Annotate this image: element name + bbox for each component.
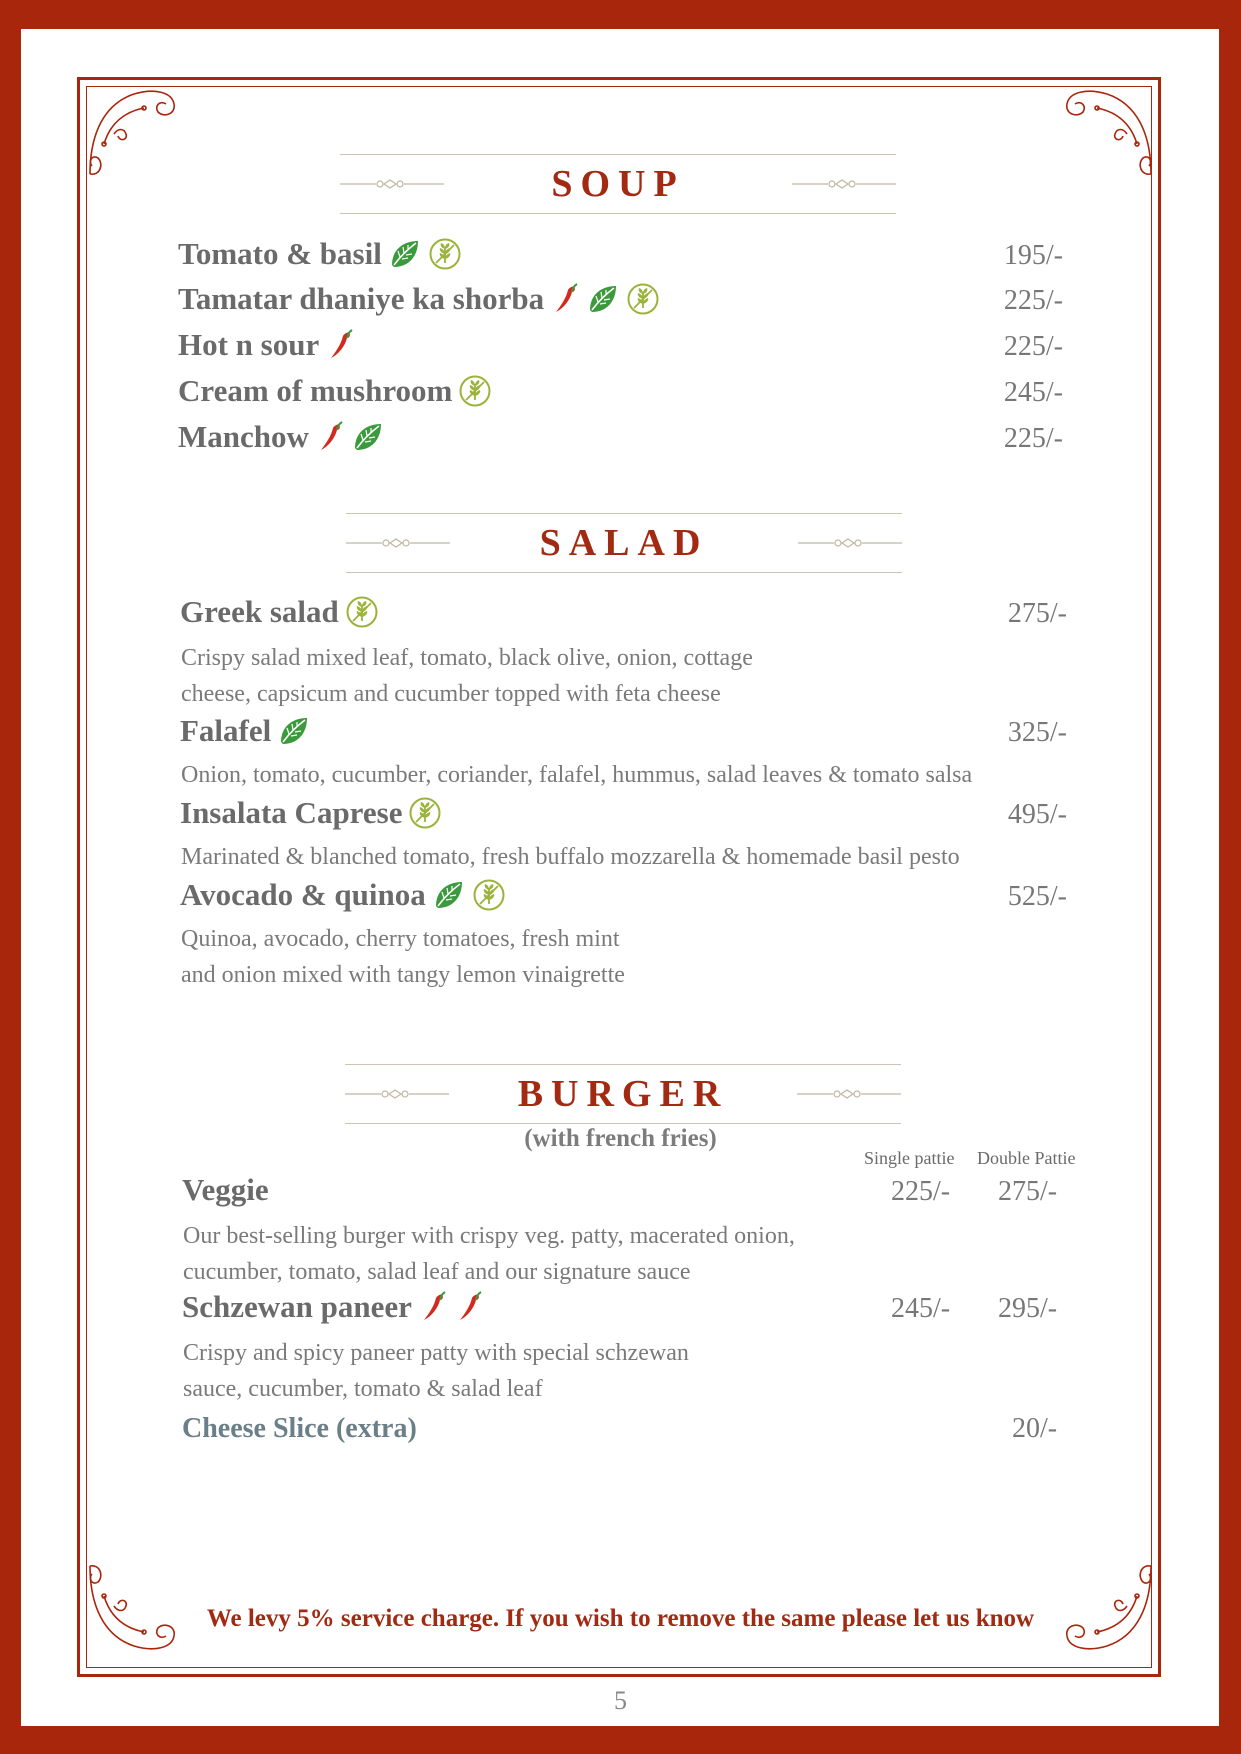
vegan-leaf-icon (432, 878, 466, 912)
price-single-pattie: 245/- (891, 1293, 951, 1324)
item-name-row (178, 236, 462, 272)
menu-item-soup (178, 236, 1063, 272)
page-number: 5 (614, 1686, 627, 1715)
dish-name: Greek salad (180, 594, 339, 629)
dish-description: Our best-selling burger with crispy veg. patty, macerated onion, (183, 1223, 795, 1249)
gluten-free-icon (428, 237, 462, 271)
menu-item-salad (180, 795, 1067, 831)
dish-name: Cream of mushroom (178, 373, 453, 408)
vegan-leaf-icon (351, 420, 385, 454)
extra-item-name: Cheese Slice (extra) (182, 1413, 417, 1444)
section-heading-burger (345, 1064, 901, 1124)
dish-description: Marinated & blanched tomato, fresh buffalo mozzarella & homemade basil pesto (181, 844, 960, 870)
item-name-row (178, 373, 492, 409)
item-name-row (178, 419, 385, 455)
dish-description: cucumber, tomato, salad leaf and our signature sauce (183, 1259, 691, 1285)
dish-name: Manchow (178, 419, 309, 454)
dish-price: 525/- (1007, 881, 1067, 912)
item-name-row (180, 795, 442, 831)
burger-subtitle: (with french fries) (524, 1125, 717, 1152)
chili-icon (418, 1290, 448, 1324)
menu-item-soup (178, 419, 1063, 455)
vegan-leaf-icon (586, 282, 620, 316)
dish-description: Onion, tomato, cucumber, coriander, falafel, hummus, salad leaves & tomato salsa (181, 762, 973, 788)
gluten-free-icon (345, 595, 379, 629)
vegan-leaf-icon (277, 714, 311, 748)
corner-flourish-top-right-icon (1061, 84, 1157, 180)
dish-price: 225/- (1003, 285, 1063, 316)
menu-item-soup (178, 327, 1063, 363)
dish-name: Insalata Caprese (180, 795, 403, 830)
item-name-row (182, 1172, 269, 1208)
dish-price: 225/- (1003, 331, 1063, 362)
dish-description: and onion mixed with tangy lemon vinaigrette (181, 962, 625, 988)
menu-item-salad (180, 594, 1067, 630)
dish-price: 195/- (1003, 240, 1063, 271)
item-name-row (178, 327, 355, 363)
dish-price: 275/- (1007, 598, 1067, 629)
item-name-row (178, 281, 660, 317)
dish-price: 325/- (1007, 717, 1067, 748)
section-title: SALAD (539, 522, 709, 564)
menu-item-burger (182, 1172, 782, 1208)
dish-name: Falafel (180, 713, 272, 748)
price-double-pattie: 295/- (998, 1293, 1058, 1324)
gluten-free-icon (626, 282, 660, 316)
gluten-free-icon (458, 374, 492, 408)
dish-description: sauce, cucumber, tomato & salad leaf (183, 1376, 543, 1402)
gluten-free-icon (408, 796, 442, 830)
item-name-row (182, 1289, 484, 1325)
item-name-row (180, 594, 379, 630)
dish-name: Hot n sour (178, 327, 320, 362)
item-name-row (180, 713, 311, 749)
menu-item-burger (182, 1289, 782, 1325)
menu-item-soup (178, 281, 1063, 317)
gluten-free-icon (472, 878, 506, 912)
column-header-double: Double Pattie (977, 1148, 1076, 1168)
column-header-single: Single pattie (864, 1148, 955, 1168)
dish-price: 495/- (1007, 799, 1067, 830)
dish-name: Veggie (182, 1172, 269, 1207)
dish-price: 225/- (1003, 423, 1063, 454)
menu-item-salad (180, 713, 1067, 749)
dish-name: Tomato & basil (178, 236, 382, 271)
corner-flourish-top-left-icon (84, 84, 180, 180)
dish-name: Avocado & quinoa (180, 877, 426, 912)
section-title: SOUP (551, 163, 685, 205)
chili-icon (315, 420, 345, 454)
chili-icon (325, 328, 355, 362)
dish-name: Schzewan paneer (182, 1289, 412, 1324)
chili-icon (454, 1290, 484, 1324)
dish-description: Quinoa, avocado, cherry tomatoes, fresh mint (181, 926, 620, 952)
menu-item-soup (178, 373, 1063, 409)
dish-description: Crispy and spicy paneer patty with special schzewan (183, 1340, 689, 1366)
chili-icon (550, 282, 580, 316)
price-double-pattie: 275/- (998, 1176, 1058, 1207)
price-single-pattie: 225/- (891, 1176, 951, 1207)
dish-price: 245/- (1003, 377, 1063, 408)
dish-name: Tamatar dhaniye ka shorba (178, 281, 545, 316)
dish-description: cheese, capsicum and cucumber topped with feta cheese (181, 681, 721, 707)
section-heading-salad (346, 513, 902, 573)
section-heading-soup (340, 154, 896, 214)
vegan-leaf-icon (388, 237, 422, 271)
dish-description: Crispy salad mixed leaf, tomato, black olive, onion, cottage (181, 645, 753, 671)
menu-item-salad (180, 877, 1067, 913)
service-charge-note: We levy 5% service charge. If you wish to remove the same please let us know (206, 1605, 1035, 1632)
extra-item-price: 20/- (1012, 1413, 1058, 1444)
section-title: BURGER (517, 1073, 729, 1115)
item-name-row (180, 877, 506, 913)
